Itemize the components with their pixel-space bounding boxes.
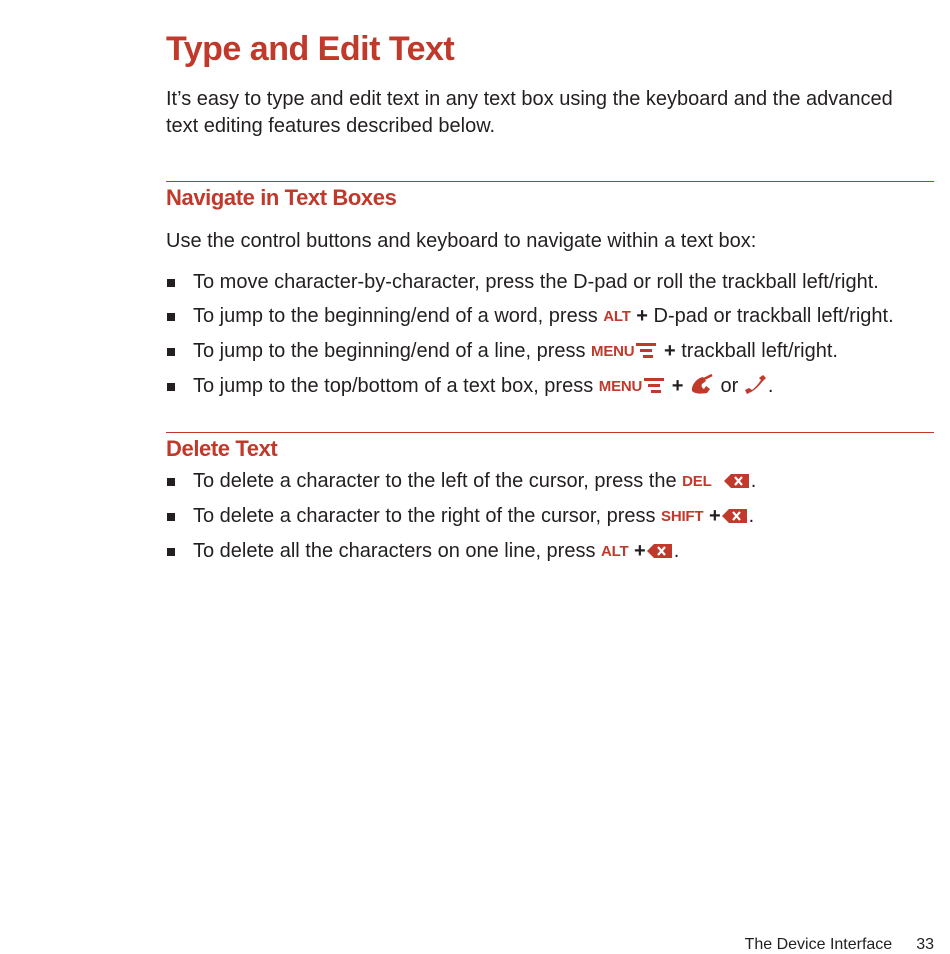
item-text: To delete all the characters on one line, press: [193, 540, 602, 562]
bullet-icon: [167, 548, 175, 556]
delete-list: [166, 464, 946, 569]
bullet-icon: [167, 348, 175, 356]
plus-sign: +: [708, 505, 721, 527]
list-item: [166, 265, 946, 299]
alt-key-label: ALT: [603, 308, 631, 325]
plus-sign: +: [671, 375, 684, 397]
backspace-icon: [646, 542, 674, 560]
page-title: Type and Edit Text: [166, 30, 455, 68]
item-text: D-pad or trackball left/right.: [647, 305, 894, 327]
section-divider: [166, 432, 934, 433]
page-footer: [745, 936, 934, 954]
list-item: [166, 369, 946, 404]
item-text: .: [767, 375, 774, 397]
call-icon: [744, 373, 768, 395]
footer-section-name: The Device Interface: [744, 936, 893, 953]
backspace-icon: [723, 472, 751, 490]
menu-icon: [634, 340, 658, 360]
navigate-list: [166, 265, 946, 404]
item-text: To delete a character to the left of the cursor, press the: [193, 470, 683, 492]
section-heading-delete: Delete Text: [166, 436, 278, 461]
intro-paragraph: It’s easy to type and edit text in any text box using the keyboard and the advanced text editing features described below.: [166, 88, 893, 137]
bullet-icon: [167, 383, 175, 391]
section-divider: [166, 181, 934, 182]
page-number: 33: [916, 936, 934, 953]
menu-key-label: MENU: [591, 343, 635, 360]
plus-sign: +: [663, 340, 676, 362]
menu-key-label: MENU: [598, 378, 643, 395]
item-text: To delete a character to the right of the cursor, press: [193, 505, 662, 527]
end-call-icon: [689, 373, 715, 395]
item-text: .: [748, 505, 755, 527]
del-key-label: DEL: [682, 473, 712, 490]
section-lead: Use the control buttons and keyboard to navigate within a text box:: [166, 230, 757, 252]
shift-key-label: SHIFT: [661, 508, 704, 525]
backspace-icon: [721, 507, 749, 525]
item-text: .: [673, 540, 680, 562]
list-item: [166, 464, 946, 499]
bullet-icon: [167, 478, 175, 486]
item-text: To jump to the beginning/end of a word, press: [193, 305, 604, 327]
item-text: .: [750, 470, 757, 492]
plus-sign: +: [636, 305, 648, 327]
bullet-icon: [167, 313, 175, 321]
item-text: or: [714, 375, 744, 397]
bullet-icon: [167, 279, 175, 287]
list-item: [166, 534, 946, 569]
list-item: [166, 334, 946, 369]
plus-sign: +: [634, 540, 646, 562]
list-item: [166, 299, 946, 334]
section-heading-navigate: Navigate in Text Boxes: [166, 185, 397, 210]
item-text: To move character-by-character, press the D-pad or roll the trackball left/right.: [193, 271, 879, 293]
bullet-icon: [167, 513, 175, 521]
item-text: trackball left/right.: [675, 340, 838, 362]
item-text: To jump to the beginning/end of a line, press: [193, 340, 592, 362]
menu-icon: [642, 375, 666, 395]
item-text: To jump to the top/bottom of a text box, press: [193, 375, 599, 397]
list-item: [166, 499, 946, 534]
alt-key-label: ALT: [601, 543, 629, 560]
